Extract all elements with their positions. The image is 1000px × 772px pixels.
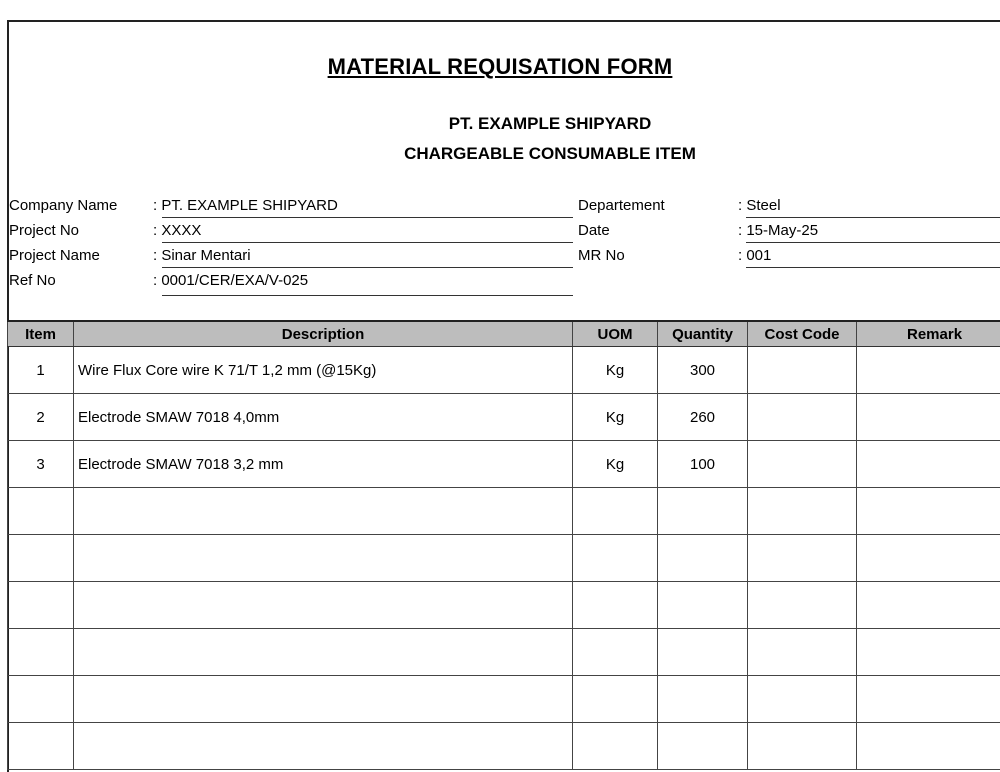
cell-quantity[interactable] (658, 535, 748, 582)
cell-quantity[interactable]: 300 (658, 347, 748, 394)
cell-description[interactable]: Electrode SMAW 7018 4,0mm (74, 394, 573, 441)
cell-remark[interactable] (857, 629, 1000, 676)
col-header-uom: UOM (573, 321, 658, 347)
cell-cost-code[interactable] (748, 394, 857, 441)
cell-cost-code[interactable] (748, 723, 857, 770)
cell-remark[interactable] (857, 723, 1000, 770)
cell-cost-code[interactable] (748, 488, 857, 535)
cell-remark[interactable] (857, 535, 1000, 582)
cell-description[interactable] (74, 535, 573, 582)
cell-cost-code[interactable] (748, 441, 857, 488)
cell-description[interactable] (74, 582, 573, 629)
cell-item[interactable]: 2 (8, 394, 74, 441)
project-name-label: Project Name (9, 247, 100, 264)
table-row (8, 535, 1000, 582)
cell-remark[interactable] (857, 347, 1000, 394)
cell-item[interactable] (8, 535, 74, 582)
project-no-value: : XXXX (153, 222, 201, 239)
col-header-description: Description (74, 321, 573, 347)
table-row (8, 723, 1000, 770)
departement-label: Departement (578, 197, 665, 214)
date-label: Date (578, 222, 610, 239)
cell-uom[interactable] (573, 535, 658, 582)
cell-cost-code[interactable] (748, 582, 857, 629)
company-name-underline (162, 217, 573, 218)
cell-quantity[interactable] (658, 629, 748, 676)
col-header-remark (857, 321, 1000, 347)
cell-uom[interactable] (573, 629, 658, 676)
table-row (8, 441, 1000, 488)
cell-item[interactable] (8, 582, 74, 629)
cell-uom[interactable] (573, 676, 658, 723)
cell-uom[interactable] (573, 723, 658, 770)
cell-description[interactable]: Wire Flux Core wire K 71/T 1,2 mm (@15Kg) (74, 347, 573, 394)
departement-value: : Steel (738, 197, 781, 214)
departement-underline (746, 217, 1000, 218)
table-row (8, 676, 1000, 723)
date-underline (746, 242, 1000, 243)
col-header-cost-code: Cost Code (748, 321, 857, 347)
cell-quantity[interactable]: 260 (658, 394, 748, 441)
table-row (8, 488, 1000, 535)
cell-remark[interactable] (857, 394, 1000, 441)
cell-cost-code[interactable] (748, 629, 857, 676)
project-no-underline (162, 242, 573, 243)
cell-item[interactable] (8, 629, 74, 676)
mr-no-label: MR No (578, 247, 625, 264)
cell-description[interactable] (74, 676, 573, 723)
company-heading: PT. EXAMPLE SHIPYARD (0, 114, 1000, 134)
project-name-value: : Sinar Mentari (153, 247, 251, 264)
cell-item[interactable] (8, 676, 74, 723)
col-header-item: Item (8, 321, 74, 347)
table-header-row (8, 321, 1000, 347)
company-name-value: : PT. EXAMPLE SHIPYARD (153, 197, 338, 214)
cell-cost-code[interactable] (748, 347, 857, 394)
cell-item[interactable] (8, 723, 74, 770)
project-no-label: Project No (9, 222, 79, 239)
cell-remark[interactable] (857, 676, 1000, 723)
col-header-quantity: Quantity (658, 321, 748, 347)
project-name-underline (162, 267, 573, 268)
cell-description[interactable]: Electrode SMAW 7018 3,2 mm (74, 441, 573, 488)
cell-remark[interactable] (857, 582, 1000, 629)
items-table (7, 320, 1000, 770)
mr-no-value: : 001 (738, 247, 771, 264)
table-row (8, 582, 1000, 629)
cell-quantity[interactable] (658, 488, 748, 535)
date-value: : 15-May-25 (738, 222, 818, 239)
cell-description[interactable] (74, 723, 573, 770)
table-row (8, 347, 1000, 394)
cell-remark[interactable] (857, 488, 1000, 535)
ref-no-value: : 0001/CER/EXA/V-025 (153, 272, 308, 289)
cell-uom[interactable] (573, 488, 658, 535)
category-heading: CHARGEABLE CONSUMABLE ITEM (0, 144, 1000, 164)
cell-description[interactable] (74, 629, 573, 676)
mr-no-underline (746, 267, 1000, 268)
cell-description[interactable] (74, 488, 573, 535)
cell-uom[interactable] (573, 582, 658, 629)
cell-item[interactable]: 1 (8, 347, 74, 394)
cell-item[interactable] (8, 488, 74, 535)
col-header-remark-text: Remark (907, 326, 987, 343)
cell-quantity[interactable]: 100 (658, 441, 748, 488)
ref-no-underline (162, 295, 573, 296)
cell-quantity[interactable] (658, 723, 748, 770)
cell-uom[interactable]: Kg (573, 441, 658, 488)
cell-quantity[interactable] (658, 676, 748, 723)
cell-uom[interactable]: Kg (573, 347, 658, 394)
company-name-label: Company Name (9, 197, 117, 214)
cell-cost-code[interactable] (748, 535, 857, 582)
cell-remark[interactable] (857, 441, 1000, 488)
form-title: MATERIAL REQUISATION FORM (0, 54, 1000, 80)
cell-item[interactable]: 3 (8, 441, 74, 488)
table-row (8, 394, 1000, 441)
cell-cost-code[interactable] (748, 676, 857, 723)
cell-quantity[interactable] (658, 582, 748, 629)
ref-no-label: Ref No (9, 272, 56, 289)
table-row (8, 629, 1000, 676)
cell-uom[interactable]: Kg (573, 394, 658, 441)
